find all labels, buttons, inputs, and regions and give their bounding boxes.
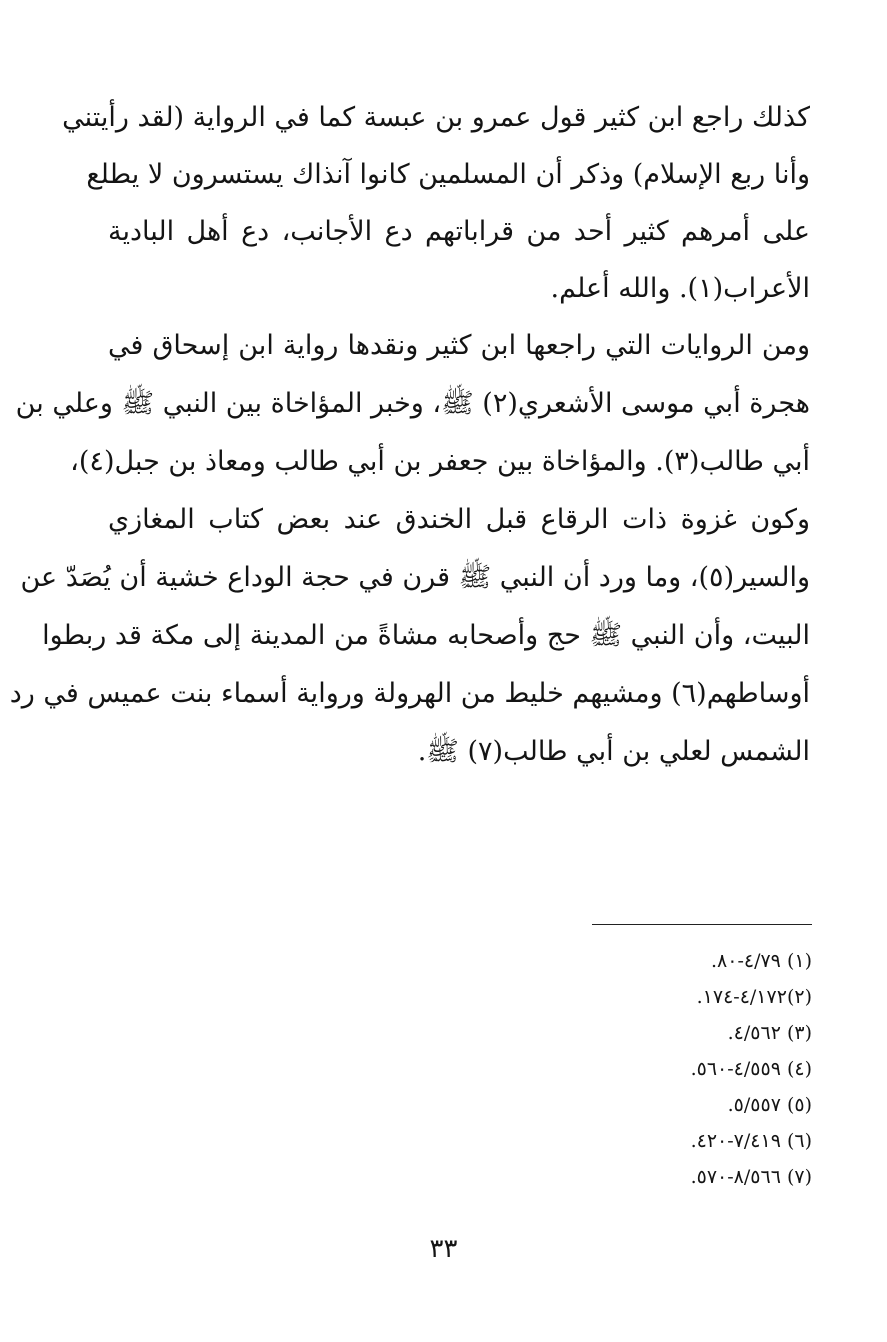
paragraph-line: والسير(٥)، وما ورد أن النبي ﷺ قرن في حجة الوداع خشية أن يُصَدّ عن [20,562,810,593]
footnote-separator [592,924,812,925]
paragraph-line: وأنا ربع الإسلام) وذكر أن المسلمين كانوا آنذاك يستسرون لا يطلع [86,159,810,190]
paragraph-line: الشمس لعلي بن أبي طالب(٧) ﷺ. [417,736,810,767]
footnote-item: (٣) ٤/٥٦٢. [727,1022,812,1044]
footnote-item: (٢)٤/١٧٢-١٧٤. [696,986,812,1008]
paragraph-line: كذلك راجع ابن كثير قول عمرو بن عبسة كما في الرواية (لقد رأيتني [62,102,810,133]
paragraph-line: على أمرهم كثير أحد من قراباتهم دع الأجانب، دع أهل البادية [108,216,810,247]
paragraph-line: البيت، وأن النبي ﷺ حج وأصحابه مشاةً من المدينة إلى مكة قد ربطوا [42,620,810,651]
paragraph-line: وكون غزوة ذات الرقاع قبل الخندق عند بعض كتاب المغازي [108,504,810,535]
paragraph-line: أبي طالب(٣). والمؤاخاة بين جعفر بن أبي طالب ومعاذ بن جبل(٤)، [70,446,810,477]
footnote-item: (٦) ٧/٤١٩-٤٢٠. [690,1130,812,1152]
paragraph-line: ومن الروايات التي راجعها ابن كثير ونقدها رواية ابن إسحاق في [108,330,810,361]
footnote-item: (٤) ٤/٥٥٩-٥٦٠. [690,1058,812,1080]
paragraph-line: الأعراب(١). والله أعلم. [550,273,810,304]
page-number: ٣٣ [429,1234,458,1264]
paragraph-line: أوساطهم(٦) ومشيهم خليط من الهرولة ورواية أسماء بنت عميس في رد [9,678,810,709]
paragraph-line: هجرة أبي موسى الأشعري(٢) ﷺ، وخبر المؤاخاة بين النبي ﷺ وعلي بن [15,388,810,419]
footnote-item: (٥) ٥/٥٥٧. [727,1094,812,1116]
footnote-item: (٧) ٨/٥٦٦-٥٧٠. [690,1166,812,1188]
footnote-item: (١) ٤/٧٩-٨٠. [710,950,812,972]
